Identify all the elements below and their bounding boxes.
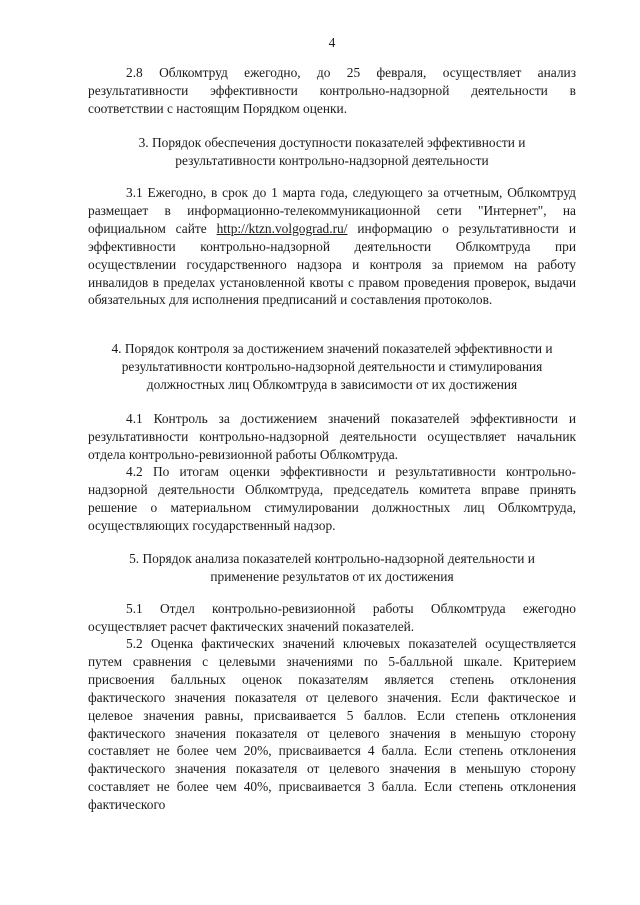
paragraph-3-1	[88, 184, 576, 309]
section-4-heading: 4. Порядок контроля за достижением значений показателей эффективности и результативности контрольно-надзорной деятельности и стимулирования должностных лиц Облкомтруда в зависимости от их достижения	[111, 341, 553, 392]
paragraph-5-1: 5.1 Отдел контрольно-ревизионной работы Облкомтруда ежегодно осуществляет расчет фактических значений показателей.	[88, 601, 576, 634]
paragraph-4-1: 4.1 Контроль за достижением значений показателей эффективности и результативности контрольно-надзорной деятельности осуществляет начальник отдела контрольно-ревизионной работы Облкомтруда.	[88, 411, 576, 462]
page-number: 4	[328, 35, 336, 50]
paragraph-4-2: 4.2 По итогам оценки эффективности и результативности контрольно-надзорной деятельности Облкомтруда, председатель комитета вправе принять решение о материальном стимулировании должностных лиц Облкомтруда, осуществляющих государственный надзор.	[88, 464, 576, 533]
paragraph-3-1-text-end: информацию о результативности и эффективности контрольно-надзорной деятельности Облкомтруда при осуществлении государственного надзора и контроля за приемом на работу инвалидов в пределах установленной квоты с правом проведения проверок, выдачи обязательных для исполнения предписаний и составления протоколов.	[88, 220, 576, 308]
paragraph-5-2: 5.2 Оценка фактических значений ключевых показателей осуществляется путем сравнения с целевыми значениями по 5-балльной шкале. Критерием присвоения балльных оценок показателям является степень отклонения фактического значения показателя от целевого значения. Если фактическое и целевое значения равны, присваивается 5 баллов. Если степень отклонения фактического значения показателя от целевого значения в меньшую сторону составляет не более чем 20%, присваивается 4 балла. Если степень отклонения фактического значения показателя от целевого значения в меньшую сторону составляет не более чем 40%, присваивается 3 балла. Если степень отклонения фактического	[88, 636, 576, 813]
section-3-heading: 3. Порядок обеспечения доступности показателей эффективности и результативности контрольно-надзорной деятельности	[138, 135, 526, 168]
website-link[interactable]: http://ktzn.volgograd.ru/	[216, 220, 348, 236]
paragraph-2-8: 2.8 Облкомтруд ежегодно, до 25 февраля, осуществляет анализ результативности эффективности контрольно-надзорной деятельности в соответствии с настоящим Порядком оценки.	[88, 65, 576, 116]
paragraph-3-1-text-start: 3.1 Ежегодно, в срок до 1 марта года, следующего за отчетным, Облкомтруд размещает в информационно-телекоммуникационной сети "Интернет", на официальном сайте	[88, 185, 576, 236]
section-5-heading: 5. Порядок анализа показателей контрольно-надзорной деятельности и применение результатов от их достижения	[129, 551, 535, 584]
